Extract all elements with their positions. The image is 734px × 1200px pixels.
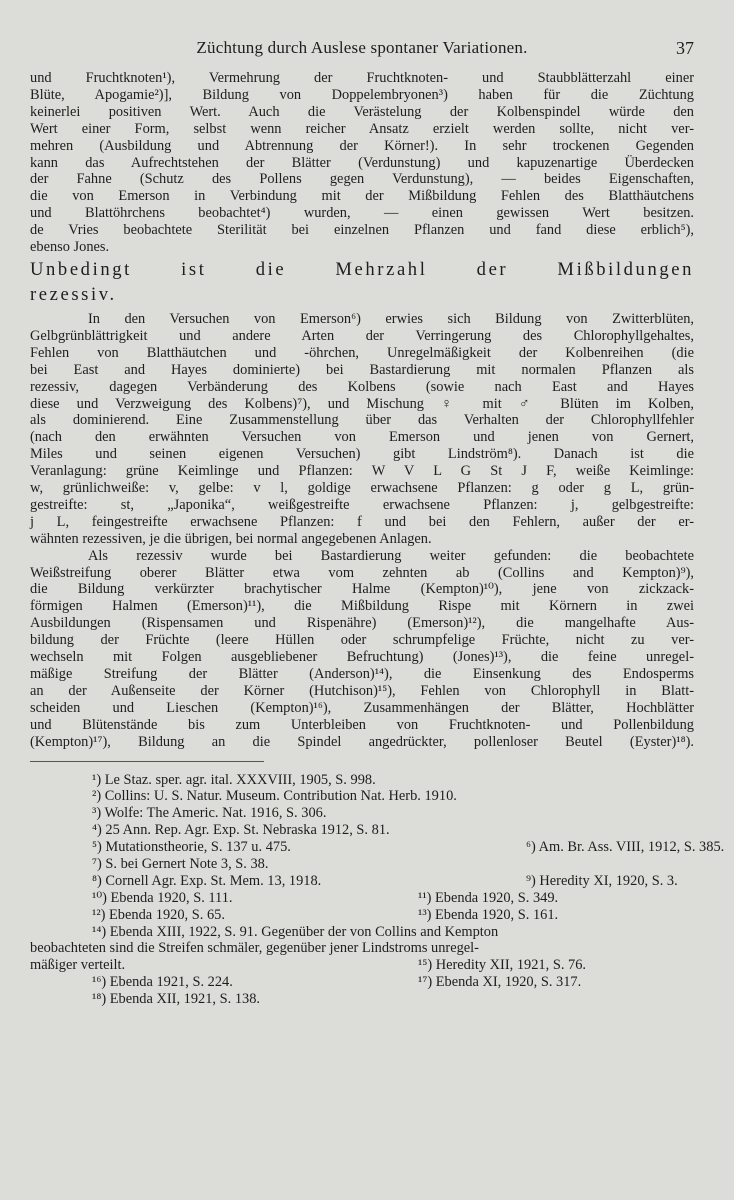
text-line: Wert einer Form, selbst wenn reicher Ansatz erzielt werden sollte, nicht ver- — [30, 120, 694, 137]
text-line: als dominierend. Eine Zusammenstellung über das Verhalten der Chlorophyllfehler — [30, 412, 694, 429]
footnote: ²) Collins: U. S. Natur. Museum. Contribution Nat. Herb. 1910. — [92, 788, 457, 805]
footnote: ¹) Le Staz. sper. agr. ital. XXXVIII, 1905, S. 998. — [92, 771, 376, 788]
footnote-rule — [30, 761, 264, 762]
footnote: ¹²) Ebenda 1920, S. 65. — [92, 906, 225, 923]
footnotes — [30, 771, 725, 1008]
text-line: (Kempton)¹⁷), Bildung an die Spindel angedrückter, pollenloser Beutel (Eyster)¹⁸). — [30, 733, 694, 750]
text-line: mehren (Ausbildung und Abtrennung der Körner!). In sehr trockenen Gegenden — [30, 137, 694, 154]
text-line: bildung der Früchte (leere Hüllen oder schrumpfelige Früchte, nicht zu ver- — [30, 632, 694, 649]
text-line: rezessiv, dagegen Verbänderung des Kolbens (sowie nach East and Hayes — [30, 378, 694, 395]
text-line: kann das Aufrechtstehen der Blätter (Verdunstung) und kapuzenartige Überdecken — [30, 154, 694, 171]
footnote-continuation: mäßiger verteilt. — [30, 957, 126, 974]
footnote: ¹⁶) Ebenda 1921, S. 224. — [92, 974, 233, 991]
footnote-row — [30, 873, 694, 890]
footnote-row — [30, 991, 694, 1008]
text-line: Miles und seinen eigenen Versuchen) gibt Lindström⁸). Danach ist die — [30, 446, 694, 463]
text-line: In den Versuchen von Emerson⁶) erwies sich Bildung von Zwitterblüten, — [88, 310, 694, 327]
text-line: und Blattöhrchens beobachtet⁴) wurden, — einen gewissen Wert besitzen. — [30, 205, 694, 222]
running-header — [30, 38, 694, 70]
page-number: 37 — [676, 38, 694, 58]
body-text — [30, 70, 694, 751]
footnote: ¹⁴) Ebenda XIII, 1922, S. 91. Gegenüber der von Collins and Kempton — [92, 923, 499, 940]
footnote-row — [30, 839, 725, 856]
text-line: die von Emerson in Verbindung mit der Mißbildung Fehlen des Blatthäutchens — [30, 188, 694, 205]
running-title: Züchtung durch Auslese spontaner Variationen. — [196, 38, 528, 57]
text-line: der Fahne (Schutz des Pollens gegen Verdunstung), — beides Eigenschaften, — [30, 171, 694, 188]
text-line: scheiden und Lieschen (Kempton)¹⁶), Zusammenhängen der Blätter, Hochblätter — [30, 699, 694, 716]
footnote-row — [30, 822, 694, 839]
text-line: Gelbgrünblättrigkeit und andere Arten der Verringerung des Chlorophyllgehaltes, — [30, 327, 694, 344]
section-heading: Unbedingt ist die Mehrzahl der Mißbildungen — [30, 258, 694, 280]
text-line: wechseln mit Folgen ausgebliebener Befruchtung) (Jones)¹³), die feine unregel- — [30, 649, 694, 666]
footnote: ⁸) Cornell Agr. Exp. St. Mem. 13, 1918. — [92, 872, 322, 889]
footnote: ¹⁵) Heredity XII, 1921, S. 76. — [418, 957, 587, 974]
footnote: ⁹) Heredity XI, 1920, S. 3. — [526, 872, 678, 889]
text-line: an der Außenseite der Körner (Hutchison)¹⁵), Fehlen von Chlorophyll in Blatt- — [30, 682, 694, 699]
text-line: Blüte, Apogamie²)], Bildung von Doppelembryonen³) haben für die Züchtung — [30, 86, 694, 103]
text-line: Ausbildungen (Rispensamen und Rispenähre) (Emerson)¹²), die mangelhafte Aus- — [30, 615, 694, 632]
footnote-row — [30, 890, 694, 907]
text-line: diese und Verzweigung des Kolbens)⁷), und Mischung ♀ mit ♂ Blüten im Kolben, — [30, 395, 694, 412]
footnote: ¹⁸) Ebenda XII, 1921, S. 138. — [92, 991, 261, 1008]
footnote: ⁷) S. bei Gernert Note 3, S. 38. — [92, 855, 269, 872]
footnote-row — [30, 805, 694, 822]
text-line: (nach den erwähnten Versuchen von Emerson und jenen von Gernert, — [30, 429, 694, 446]
text-line: wähnten rezessiven, je die übrigen, bei normal angegebenen Anlagen. — [30, 530, 432, 547]
text-line: und Fruchtknoten¹), Vermehrung der Fruchtknoten- und Staubblätterzahl einer — [30, 70, 694, 86]
text-line: keinerlei positiven Wert. Auch die Verästelung der Kolbenspindel würde den — [30, 103, 694, 120]
footnote-row — [30, 907, 694, 924]
text-line: de Vries beobachtete Sterilität bei einzelnen Pflanzen und fand diese erblich⁵), — [30, 222, 694, 239]
text-line: mäßige Streifung der Blätter (Anderson)¹⁴), die Einsenkung des Endosperms — [30, 666, 694, 682]
footnote-row — [30, 924, 694, 941]
footnote: ¹⁷) Ebenda XI, 1920, S. 317. — [418, 974, 582, 991]
text-line: gestreifte: st, „Japonika“, weißgestreifte erwachsene Pflanzen: j, gelbgestreifte: — [30, 496, 694, 513]
footnote: ¹⁰) Ebenda 1920, S. 111. — [92, 889, 233, 906]
text-line: bei East and Hayes dominierte) bei Bastardierung mit normalen Pflanzen als — [30, 361, 694, 378]
footnote-row — [30, 974, 694, 991]
text-line: w, grünlichweiße: v, gelbe: v l, goldige erwachsene Pflanzen: g oder g L, grün- — [30, 480, 694, 497]
footnote: ⁶) Am. Br. Ass. VIII, 1912, S. 385. — [526, 839, 725, 856]
footnote: ⁴) 25 Ann. Rep. Agr. Exp. St. Nebraska 1912, S. 81. — [92, 822, 390, 839]
footnote: ³) Wolfe: The Americ. Nat. 1916, S. 306. — [92, 805, 327, 822]
text-line: Als rezessiv wurde bei Bastardierung weiter gefunden: die beobachtete — [88, 547, 694, 564]
footnote: ¹³) Ebenda 1920, S. 161. — [418, 906, 559, 923]
section-heading: rezessiv. — [30, 283, 117, 305]
text-line: und Blütenstände bis zum Unterbleiben von Fruchtknoten- und Pollenbildung — [30, 716, 694, 733]
text-line: Weißstreifung oberer Blätter etwa vom zehnten ab (Collins and Kempton)⁹), — [30, 564, 694, 581]
footnote: ⁵) Mutationstheorie, S. 137 u. 475. — [92, 839, 291, 856]
footnote-continuation: beobachteten sind die Streifen schmäler, gegenüber jener Lindstroms unregel- — [30, 940, 479, 957]
text-line: Veranlagung: grüne Keimlinge und Pflanzen: W V L G St J F, weiße Keimlinge: — [30, 463, 694, 480]
footnote: ¹¹) Ebenda 1920, S. 349. — [418, 889, 559, 906]
footnote-row — [30, 772, 694, 789]
text-line: ebenso Jones. — [30, 239, 110, 256]
text-line: die Bildung verkürzter brachytischer Halme (Kempton)¹⁰), jene von zickzack- — [30, 581, 694, 598]
footnote-row — [30, 788, 694, 805]
footnote-row — [30, 940, 694, 957]
text-line: j L, feingestreifte erwachsene Pflanzen: f und bei den Fehlern, außer der er- — [30, 513, 694, 530]
footnote-row — [30, 856, 694, 873]
footnote-row — [30, 957, 694, 974]
text-line: Fehlen von Blatthäutchen und -öhrchen, Unregelmäßigkeit der Kolbenreihen (die — [30, 344, 694, 361]
text-line: förmigen Halmen (Emerson)¹¹), die Mißbildung Rispe mit Körnern in zwei — [30, 598, 694, 615]
